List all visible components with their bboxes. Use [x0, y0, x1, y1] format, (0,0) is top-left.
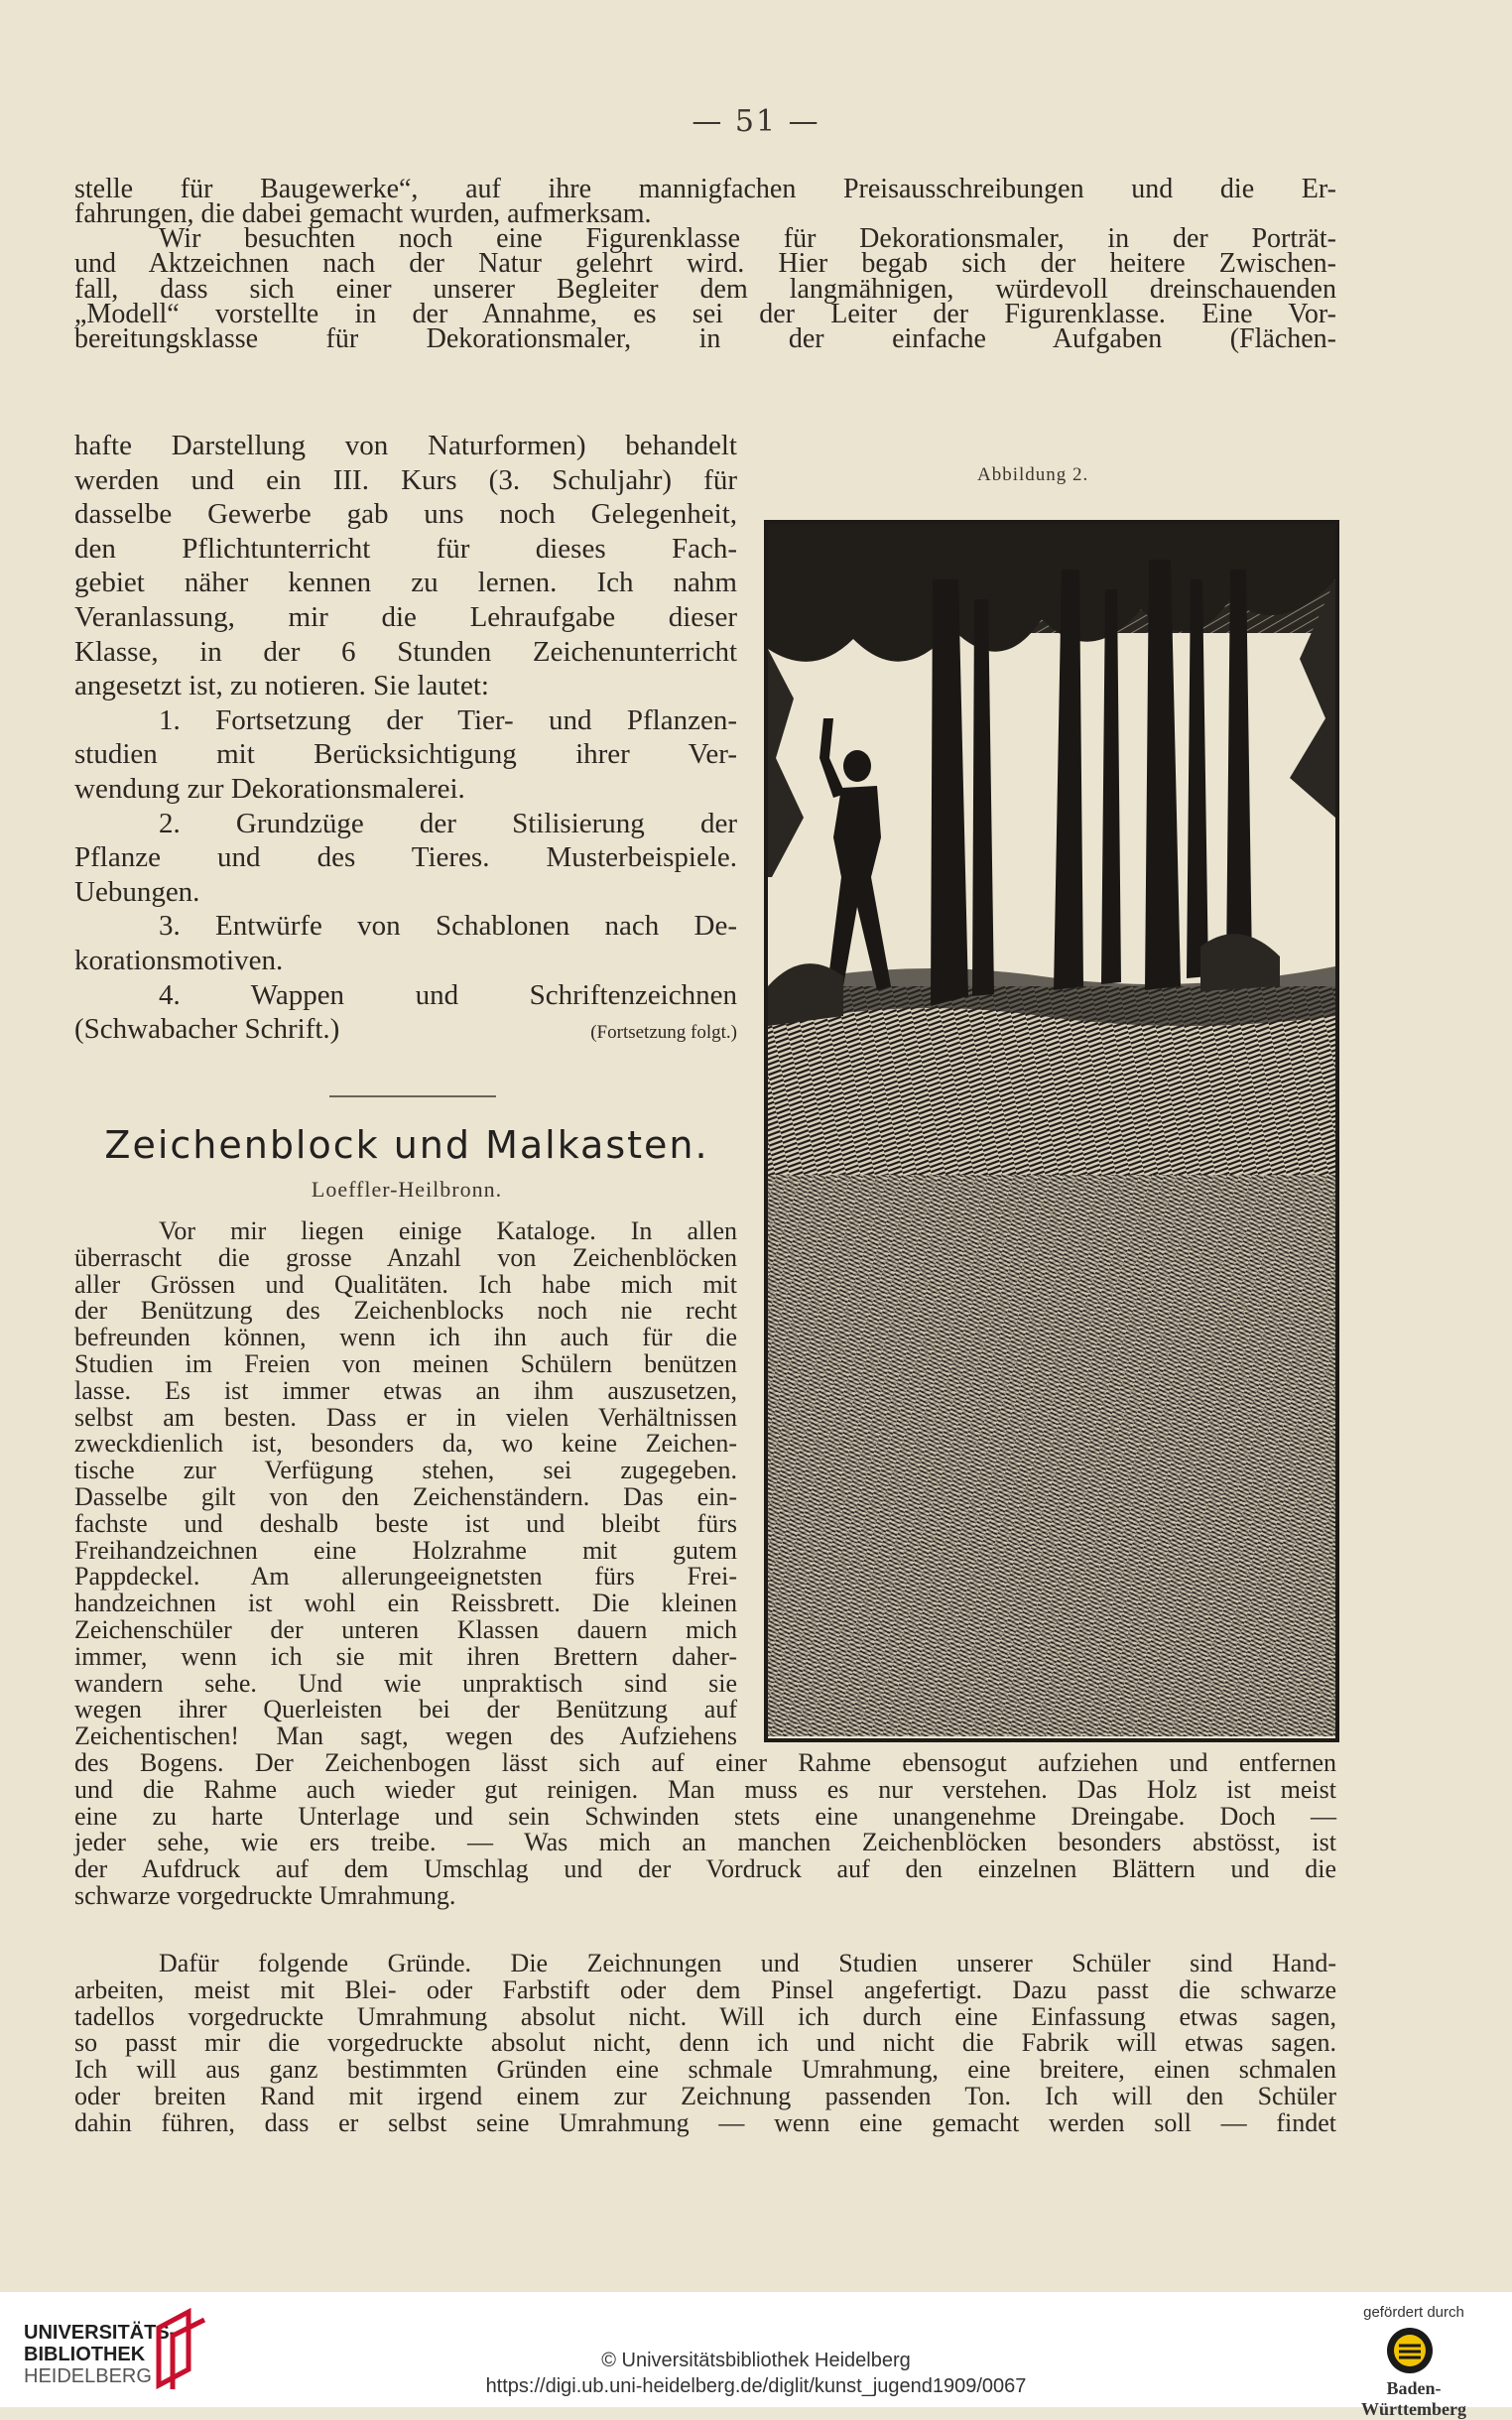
text-line: Wir besuchten noch eine Figurenklasse für Dekorationsmaler, in der Porträt- — [159, 223, 1336, 254]
text-line: so passt mir die vorgedruckte absolut nicht, denn ich und nicht die Fabrik will etwas sagen. — [74, 2028, 1336, 2058]
text-line: gebiet näher kennen zu lernen. Ich nahm — [74, 567, 737, 599]
text-line: Pappdeckel. Am allerungeeignetsten fürs Frei- — [74, 1562, 737, 1592]
paragraph-figurenklasse-cont — [74, 429, 737, 1051]
list-item: 1. Fortsetzung der Tier- und Pflanzen- — [159, 703, 737, 736]
text-line: Klasse, in der 6 Stunden Zeichenunterricht — [74, 635, 737, 668]
text-line: stelle für Baugewerke“, auf ihre mannigfachen Preisausschreibungen und die Er- — [74, 174, 1336, 204]
copyright-notice: © Universitätsbibliothek Heidelberg — [601, 2350, 911, 2371]
text-line: eine zu harte Unterlage und sein Schwinden stets eine unangenehme Dreingabe. Doch — — [74, 1801, 1336, 1831]
library-line: UNIVERSITÄTS- — [24, 2322, 177, 2344]
funded-by-label: gefördert durch — [1363, 2304, 1464, 2321]
state-name: Baden-Württemberg — [1361, 2378, 1466, 2419]
text-line: wandern sehe. Und wie unpraktisch sind sie — [74, 1668, 737, 1698]
text-line: Veranlassung, mir die Lehraufgabe dieser — [74, 600, 737, 633]
text-line: selbst am besten. Dass er in vielen Verhältnissen — [74, 1402, 737, 1432]
text-line: den Pflichtunterricht für dieses Fach- — [74, 532, 737, 565]
page-number: — 51 — — [692, 104, 820, 139]
section-divider — [329, 1095, 496, 1097]
text-line: befreunden können, wenn ich ihn auch für die — [74, 1323, 737, 1352]
list-item: Pflanze und des Tieres. Musterbeispiele. — [74, 841, 737, 874]
text-line: handzeichnen ist wohl ein Reissbrett. Die kleinen — [74, 1589, 737, 1618]
text-line: Freihandzeichnen eine Holzrahme mit gutem — [74, 1535, 737, 1565]
text-line: wegen ihrer Querleisten bei der Benützung auf — [74, 1695, 737, 1724]
text-line: der Benützung des Zeichenblocks noch nie recht — [74, 1296, 737, 1326]
text-line: hafte Darstellung von Naturformen) behandelt — [74, 430, 737, 461]
text-line: Zeichenschüler der unteren Klassen dauern mich — [74, 1614, 737, 1644]
list-item: korationsmotiven. — [74, 944, 284, 976]
paragraph-zeichenblock — [74, 1218, 737, 1750]
text-line: zweckdienlich ist, besonders da, wo keine Zeichen- — [74, 1429, 737, 1459]
text-line: arbeiten, meist mit Blei- oder Farbstift oder dem Pinsel angefertigt. Dazu passt die schwarze — [74, 1974, 1336, 2004]
text-line: der Aufdruck auf dem Umschlag und der Vordruck auf den einzelnen Blättern und die — [74, 1854, 1336, 1884]
list-text: (Schwabacher Schrift.) — [74, 1013, 340, 1046]
text-line: fahrungen, die dabei gemacht wurden, aufmerksam. — [74, 198, 652, 230]
text-line: angesetzt ist, zu notieren. Sie lautet: — [74, 670, 489, 702]
text-line: überrascht die grosse Anzahl von Zeichenblöcken — [74, 1242, 737, 1272]
text-line: fall, dass sich einer unserer Begleiter dem langmähnigen, würdevoll dreinschauenden — [74, 273, 1336, 305]
text-line: dahin führen, dass er selbst seine Umrahmung — wenn eine gemacht werden soll — findet — [74, 2107, 1336, 2137]
permalink[interactable]: https://digi.ub.uni-heidelberg.de/diglit/kunst_jugend1909/0067 — [485, 2375, 1027, 2397]
text-line: Ich will aus ganz bestimmten Gründen eine schmale Umrahmung, eine breitere, einen schmalen — [74, 2055, 1336, 2085]
text-line: bereitungsklasse für Dekorationsmaler, in der einfache Aufgaben (Flächen- — [74, 323, 1336, 355]
text-line: dasselbe Gewerbe gab uns noch Gelegenheit, — [74, 498, 737, 531]
text-line: werden und ein III. Kurs (3. Schuljahr) für — [74, 463, 737, 496]
text-line: Vor mir liegen einige Kataloge. In allen — [159, 1216, 737, 1245]
text-line: Studien im Freien von meinen Schülern benützen — [74, 1348, 737, 1378]
continued-note: (Fortsetzung folgt.) — [590, 1022, 737, 1044]
text-line: jeder sehe, wie ers treibe. — Was mich an manchen Zeichenblöcken besonders abstösst, ist — [74, 1828, 1336, 1857]
text-line: immer, wenn ich sie mit ihren Brettern daher- — [74, 1641, 737, 1671]
text-line: und die Rahme auch wieder gut reinigen. Man muss es nur verstehen. Das Holz ist meist — [74, 1774, 1336, 1804]
text-line: aller Grössen und Qualitäten. Ich habe mich mit — [74, 1269, 737, 1299]
paragraph-figurenklasse — [74, 223, 1336, 355]
text-line: fachste und deshalb beste ist und bleibt fürs — [74, 1508, 737, 1538]
text-line: des Bogens. Der Zeichenbogen lässt sich auf einer Rahme ebensogut aufziehen und entfernen — [74, 1748, 1336, 1777]
list-item-last — [74, 1012, 737, 1051]
library-line: BIBLIOTHEK — [24, 2344, 146, 2365]
state-seal-icon — [1385, 2326, 1435, 2375]
text-line: „Modell“ vorstellte in der Annahme, es sei der Leiter der Figurenklasse. Eine Vor- — [74, 298, 1336, 329]
text-line: oder breiten Rand mit irgend einem zur Zeichnung passenden Ton. Ich will den Schüler — [74, 2081, 1336, 2110]
text-line: schwarze vorgedruckte Umrahmung. — [74, 1880, 456, 1910]
article-title: Zeichenblock und Malkasten. — [104, 1123, 709, 1167]
list-item: wendung zur Dekorationsmalerei. — [74, 772, 465, 805]
figure-caption: Abbildung 2. — [977, 464, 1089, 485]
paragraph-intro — [74, 174, 1336, 230]
text-line: tadellos vorgedruckte Umrahmung absolut nicht. Will ich durch eine Einfassung etwas sagen, — [74, 2001, 1336, 2031]
text-line: lasse. Es ist immer etwas an ihm auszusetzen, — [74, 1375, 737, 1405]
library-line: HEIDELBERG — [24, 2365, 152, 2387]
article-author: Loeffler-Heilbronn. — [311, 1177, 503, 1202]
paragraph-zeichenblock-cont — [74, 1750, 1336, 1910]
paragraph-gruende — [74, 1951, 1336, 2137]
text-line: Zeichentischen! Man sagt, wegen des Aufziehens — [74, 1721, 737, 1751]
list-item: 3. Entwürfe von Schablonen nach De- — [159, 910, 737, 943]
list-item: Uebungen. — [74, 875, 200, 908]
forest-illustration — [764, 520, 1339, 1742]
text-line: Dasselbe gilt von den Zeichenständern. Das ein- — [74, 1481, 737, 1511]
list-item: studien mit Berücksichtigung ihrer Ver- — [74, 738, 737, 771]
list-item: 4. Wappen und Schriftenzeichnen — [159, 978, 737, 1011]
text-line: und Aktzeichnen nach der Natur gelehrt wird. Hier begab sich der heitere Zwischen- — [74, 248, 1336, 280]
list-item: 2. Grundzüge der Stilisierung der — [159, 807, 737, 839]
text-line: Dafür folgende Gründe. Die Zeichnungen und Studien unserer Schüler sind Hand- — [159, 1949, 1336, 1977]
text-line: tische zur Verfügung stehen, sei zugegeben. — [74, 1456, 737, 1485]
